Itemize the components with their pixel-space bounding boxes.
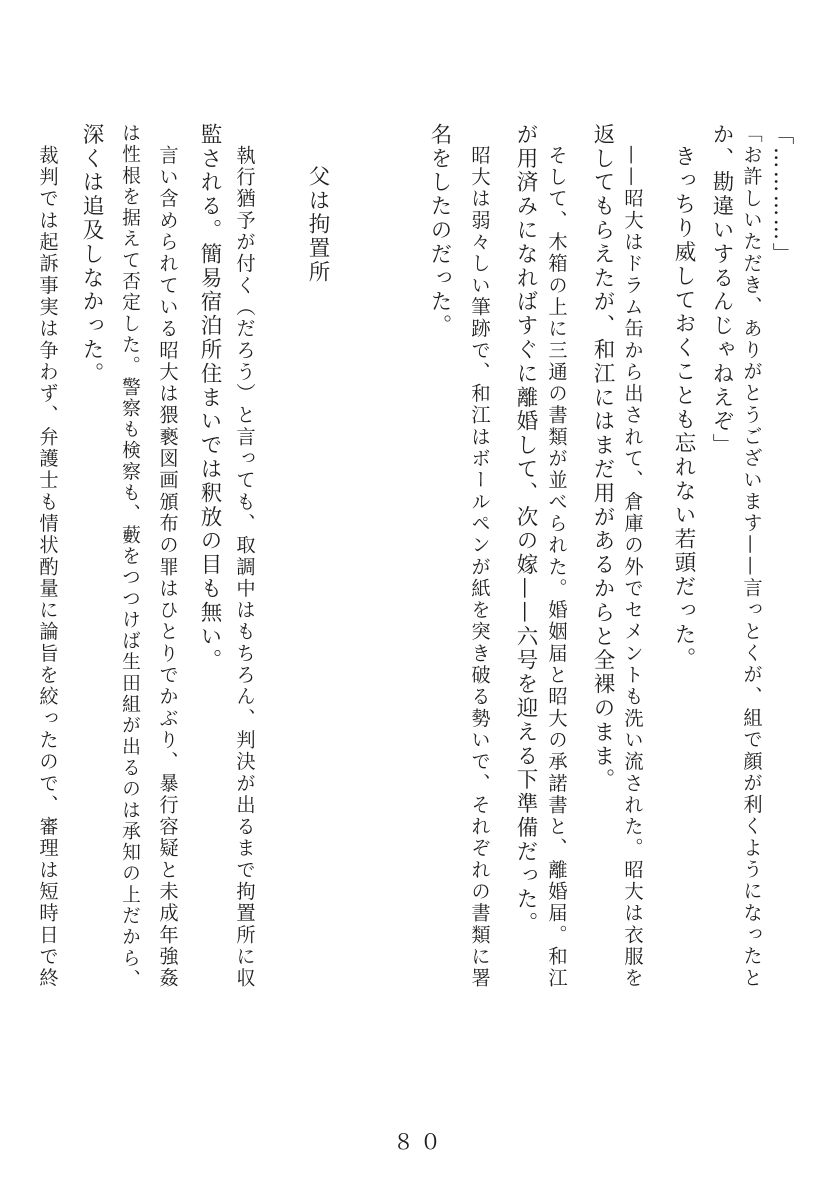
- text-line-4: きっちり威しておくことも忘れない若頭だった。: [671, 145, 696, 671]
- text-line-5: ——昭大はドラム缶から出されて、倉庫の外でセメントも洗い流された。昭大は衣服を: [621, 145, 644, 990]
- text-line-12: 執行猶予が付く（だろう）と言っても、取調中はもちろん、判決が出るまで拘置所に収: [233, 145, 256, 990]
- text-line-9: 昭大は弱々しい筆跡で、和江はボールペンが紙を突き破る勢いで、それぞれの書類に署: [468, 145, 491, 990]
- text-line-7: そして、木箱の上に三通の書類が並べられた。婚姻届と昭大の承諾書と、離婚届。和江: [545, 145, 568, 990]
- text-line-1: 「…………」: [769, 123, 794, 267]
- text-line-15: は性根を据えて否定した。警察も検察も、藪をつつけば生田組が出るのは承知の上だから、: [119, 123, 140, 991]
- text-line-2: 「お許しいただき、ありがとうございます——言っとくが、組で顔が利くようになったと: [740, 123, 763, 989]
- text-line-6: 返してもらえたが、和江にはまだ用があるからと全裸のまま。: [590, 123, 615, 793]
- text-line-13: 監される。簡易宿泊所住まいでは釈放の目も無い。: [197, 123, 222, 673]
- page-number: ８０: [393, 1130, 447, 1154]
- text-line-8: が用済みになればすぐに離婚して、次の嫁——六号を迎える下準備だった。: [513, 123, 538, 936]
- text-line-3: か、勘違いするんじゃねえぞ」: [709, 123, 734, 458]
- text-line-16: 深くは追及しなかった。: [79, 123, 104, 386]
- section-heading: 父は拘置所: [305, 165, 330, 285]
- text-line-10: 名をしたのだった。: [427, 123, 452, 339]
- text-line-17: 裁判では起訴事実は争わず、弁護士も情状酌量に論旨を絞ったので、審理は短時日で終: [36, 145, 59, 990]
- text-line-14: 言い含められている昭大は猥褻図画頒布の罪はひとりでかぶり、暴行容疑と未成年強姦: [156, 145, 179, 990]
